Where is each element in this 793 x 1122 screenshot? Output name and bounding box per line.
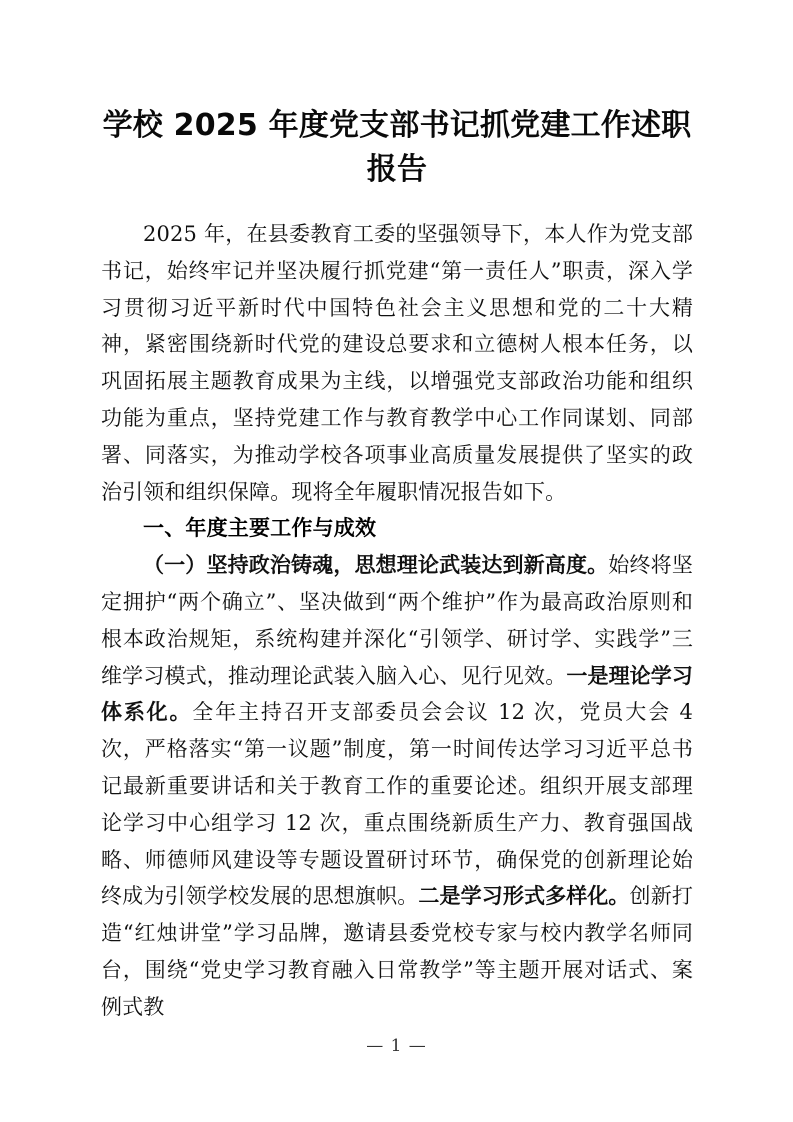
opening-paragraph: 2025 年，在县委教育工委的坚强领导下，本人作为党支部书记，始终牢记并坚决履行抓党建“第一责任人”职责，深入学习贯彻习近平新时代中国特色社会主义思想和党的二十大精神，紧密围绕新时代党的建设总要求和立德树人根本任务，以巩固拓展主题教育成果为主线，以增强党支部政治功能和组织功能为重点，坚持党建工作与教育教学中心工作同谋划、同部署、同落实，为推动学校各项事业高质量发展提供了坚实的政治引领和组织保障。现将全年履职情况报告如下。 [101, 222, 693, 504]
page-content [101, 0, 693, 1026]
page-title: 学校 2025 年度党支部书记抓党建工作述职报告 [102, 108, 692, 187]
page-number: — 1 — [366, 1036, 427, 1056]
point-two-body: 创新打造“红烛讲堂”学习品牌，邀请县委党校专家与校内教学名师同台，围绕“党史学习教育融入日常教学”等主题开展对话式、案例式教 [101, 884, 694, 1019]
subsection-one-paragraph [101, 547, 693, 1025]
point-one-lead: 一是理论学习体系化。 [101, 662, 693, 725]
subsection-one-body: 始终将坚定拥护“两个确立”、坚决做到“两个维护”作为最高政治原则和根本政治规矩，系统构建并深化“引领学、研讨学、实践学”三维学习模式，推动理论武装入脑入心、见行见效。 [101, 553, 693, 688]
point-one-body: 全年主持召开支部委员会会议 12 次，党员大会 4 次，严格落实“第一议题”制度，第一时间传达学习习近平总书记最新重要讲话和关于教育工作的重要论述。组织开展支部理论学习中心组学习 12 次，重点围绕新质生产力、教育强国战略、师德师风建设等专题设置研讨环节，确保党的创新理论始终成为引领学校发展的思想旗帜。 [101, 700, 694, 909]
section-heading-one: 一、年度主要工作与成效 [143, 516, 377, 541]
subsection-one-lead: （一）坚持政治铸魂，思想理论武装达到新高度。 [143, 552, 609, 578]
point-two-lead: 二是学习形式多样化。 [418, 883, 630, 909]
